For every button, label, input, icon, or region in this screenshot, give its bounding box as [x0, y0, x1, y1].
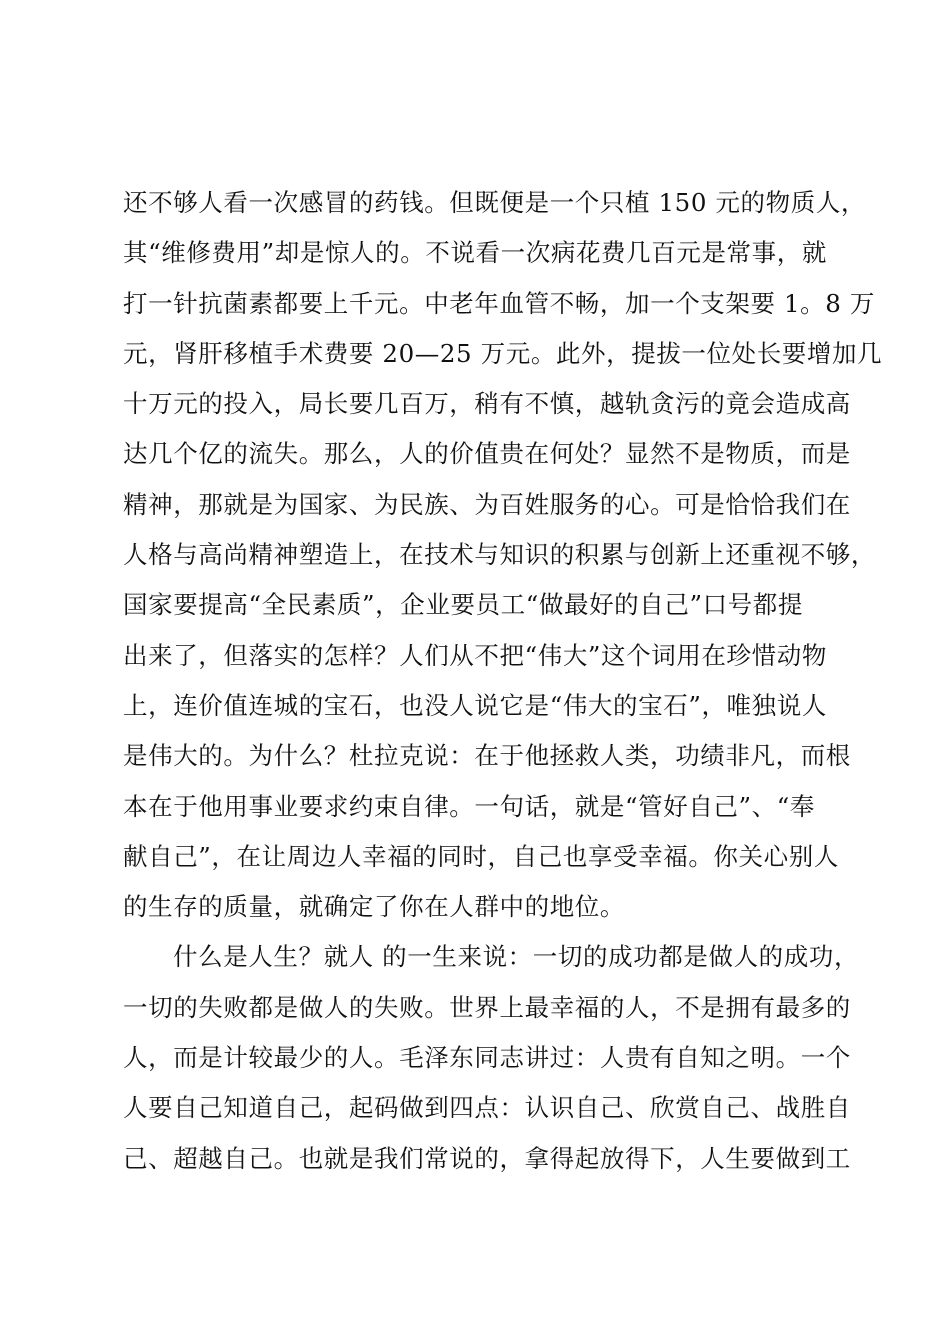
text-line: 十万元的投入，局长要几百万，稍有不慎，越轨贪污的竟会造成高 — [123, 389, 851, 419]
text-line: 元，肾肝移植手术费要 20—25 万元。此外，提拔一位处长要增加几 — [123, 338, 883, 368]
text-line: 其“维修费用”却是惊人的。不说看一次病花费几百元是常事，就 — [123, 238, 827, 268]
text-line: 打一针抗菌素都要上千元。中老年血管不畅，加一个支架要 1。8 万 — [123, 288, 875, 318]
body-text — [123, 178, 883, 1184]
text-line: 达几个亿的流失。那么，人的价值贵在何处？显然不是物质，而是 — [123, 439, 851, 469]
text-line: 的生存的质量，就确定了你在人群中的地位。 — [123, 892, 625, 922]
text-line: 己、超越自己。也就是我们常说的，拿得起放得下，人生要做到工 — [123, 1143, 851, 1173]
text-line: 出来了，但落实的怎样？人们从不把“伟大”这个词用在珍惜动物 — [123, 640, 827, 670]
text-line: 人，而是计较最少的人。毛泽东同志讲过：人贵有自知之明。一个 — [123, 1043, 851, 1073]
text-line: 是伟大的。为什么？杜拉克说：在于他拯救人类，功绩非凡，而根 — [123, 741, 851, 771]
text-line: 人要自己知道自己，起码做到四点：认识自己、欣赏自己、战胜自 — [123, 1093, 851, 1123]
text-line: 国家要提高“全民素质”，企业要员工“做最好的自己”口号都提 — [123, 590, 803, 620]
text-line: 本在于他用事业要求约束自律。一句话，就是“管好自己”、“奉 — [123, 791, 815, 821]
text-line: 精神，那就是为国家、为民族、为百姓服务的心。可是恰恰我们在 — [123, 489, 851, 519]
paragraph-start-line: 什么是人生？就人 的一生来说：一切的成功都是做人的成功， — [173, 942, 860, 972]
text-line: 献自己”，在让周边人幸福的同时，自己也享受幸福。你关心别人 — [123, 841, 839, 871]
text-line: 还不够人看一次感冒的药钱。但既便是一个只植 150 元的物质人， — [123, 188, 867, 217]
text-line: 人格与高尚精神塑造上，在技术与知识的积累与创新上还重视不够， — [123, 540, 876, 570]
text-line: 上，连价值连城的宝石，也没人说它是“伟大的宝石”，唯独说人 — [123, 690, 827, 720]
text-line: 一切的失败都是做人的失败。世界上最幸福的人，不是拥有最多的 — [123, 992, 851, 1022]
